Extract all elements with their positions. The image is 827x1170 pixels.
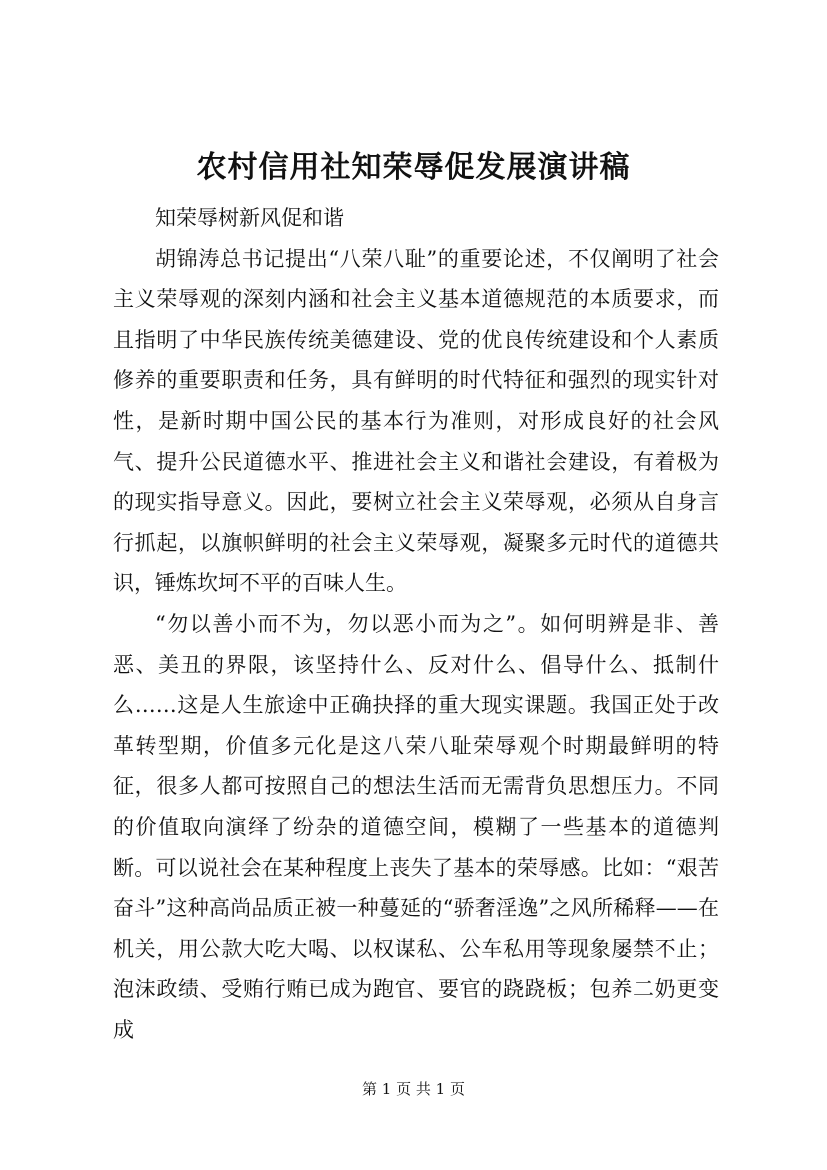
page-footer: 第 1 页 共 1 页 bbox=[362, 1080, 465, 1098]
paragraph-1: 胡锦涛总书记提出“八荣八耻”的重要论述，不仅阐明了社会主义荣辱观的深刻内涵和社会主义基本道德规范的本质要求，而且指明了中华民族传统美德建设、党的优良传统建设和个人素质修养的重要职责和任务，具有鲜明的时代特征和强烈的现实针对性，是新时期中国公民的基本行为准则，对形成良好的社会风气、提升公民道德水平、推进社会主义和谐社会建设，有着极为的现实指导意义。因此，要树立社会主义荣辱观，必须从自身言行抓起，以旗帜鲜明的社会主义荣辱观，凝聚多元时代的道德共识，锤炼坎坷不平的百味人生。 bbox=[113, 246, 719, 596]
document-title: 农村信用社知荣辱促发展演讲稿 bbox=[196, 150, 631, 185]
paragraph-2: “勿以善小而不为，勿以恶小而为之”。如何明辨是非、善恶、美丑的界限，该坚持什么、反对什么、倡导什么、抵制什么……这是人生旅途中正确抉择的重大现实课题。我国正处于改革转型期，价值多元化是这八荣八耻荣辱观个时期最鲜明的特征，很多人都可按照自己的想法生活而无需背负思想压力。不同的价值取向演绎了纷杂的道德空间，模糊了一些基本的道德判断。可以说社会在某种程度上丧失了基本的荣辱感。比如：“艰苦奋斗”这种高尚品质正被一种蔓延的“骄奢淫逸”之风所稀释——在机关，用公款大吃大喝、以权谋私、公车私用等现象屡禁不止；泡沫政绩、受贿行贿已成为跑官、要官的跷跷板；包养二奶更变成 bbox=[113, 611, 719, 1042]
subtitle: 知荣辱树新风促和谐 bbox=[155, 206, 344, 230]
document-body bbox=[113, 198, 719, 1050]
